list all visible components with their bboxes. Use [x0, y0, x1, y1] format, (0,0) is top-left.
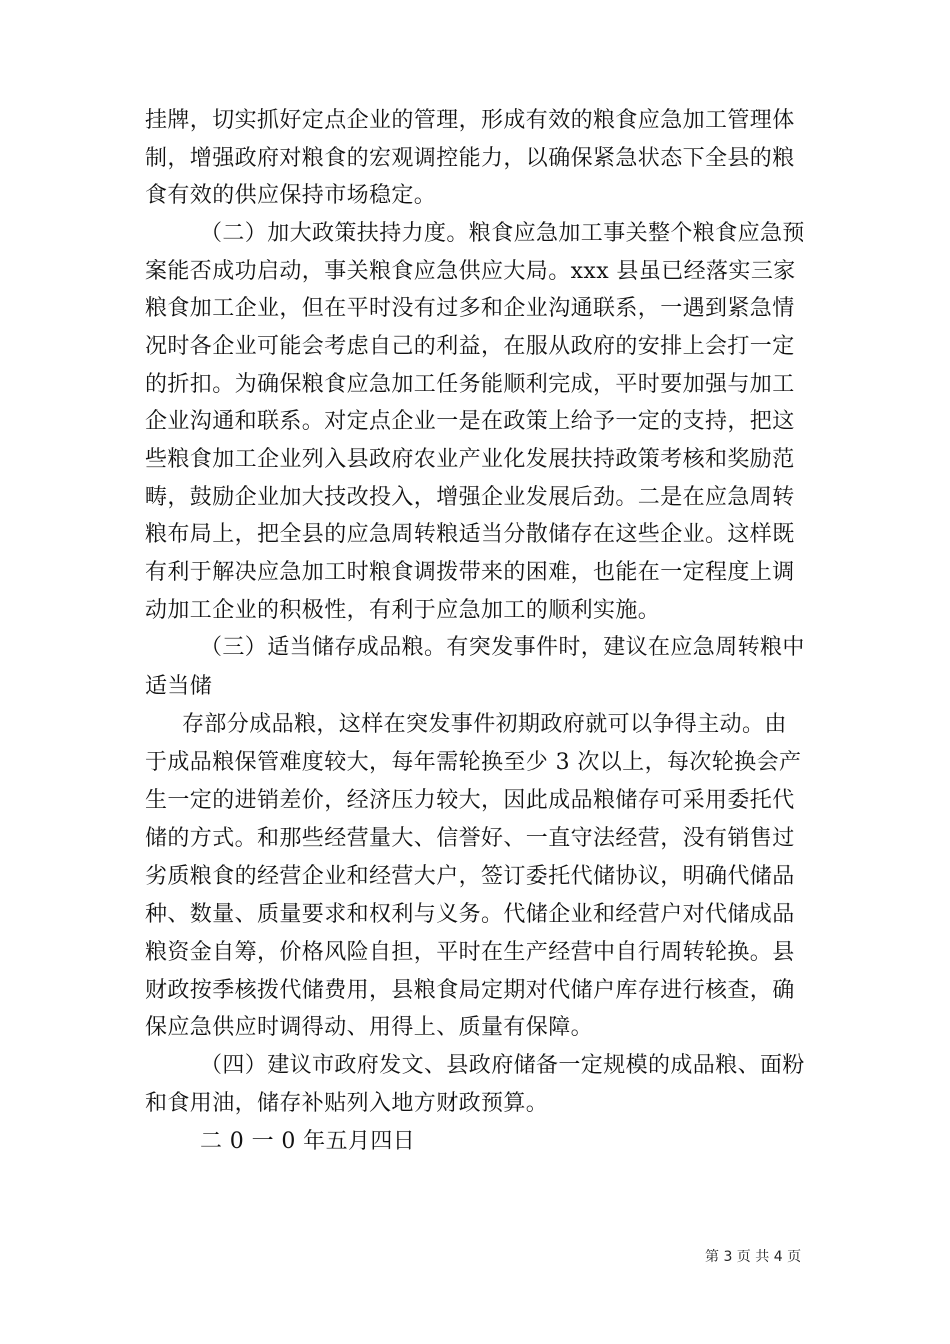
text-line: 动加工企业的积极性，有利于应急加工的顺利实施。 [145, 598, 661, 623]
text-line: 财政按季核拨代储费用，县粮食局定期对代储户库存进行核查，确 [145, 978, 795, 1003]
text-line: 劣质粮食的经营企业和经营大户，签订委托代储协议，明确代储品 [145, 864, 795, 889]
text-line: 粮食加工企业，但在平时没有过多和企业沟通联系，一遇到紧急情 [145, 296, 795, 321]
text-line: （二）加大政策扶持力度。粮食应急加工事关整个粮食应急预 [200, 221, 805, 246]
text-line: 有利于解决应急加工时粮食调拨带来的困难，也能在一定程度上调 [145, 560, 795, 585]
page-number: 第 3 页 共 4 页 [705, 1249, 802, 1265]
text-line: 于成品粮保管难度较大，每年需轮换至少 3 次以上，每次轮换会产 [145, 750, 802, 775]
text-line: 存部分成品粮，这样在突发事件初期政府就可以争得主动。由 [182, 712, 787, 737]
text-line: 食有效的供应保持市场稳定。 [145, 183, 437, 208]
text-line: 制，增强政府对粮食的宏观调控能力，以确保紧急状态下全县的粮 [145, 146, 795, 171]
text-line: 况时各企业可能会考虑自己的利益，在服从政府的安排上会打一定 [145, 334, 795, 359]
text-line: 储的方式。和那些经营量大、信誉好、一直守法经营，没有销售过 [145, 826, 795, 851]
text-line: （四）建议市政府发文、县政府储备一定规模的成品粮、面粉 [200, 1053, 805, 1078]
text-line: （三）适当储存成品粮。有突发事件时，建议在应急周转粮中 [200, 635, 805, 660]
text-line: 适当储 [145, 674, 213, 699]
text-line: 的折扣。为确保粮食应急加工任务能顺利完成，平时要加强与加工 [145, 372, 795, 397]
text-line: 案能否成功启动，事关粮食应急供应大局。xxx 县虽已经落实三家 [145, 259, 796, 284]
text-line: 挂牌，切实抓好定点企业的管理，形成有效的粮食应急加工管理体 [145, 108, 795, 133]
text-line: 二 0 一 0 年五月四日 [200, 1129, 416, 1154]
text-line: 粮布局上，把全县的应急周转粮适当分散储存在这些企业。这样既 [145, 522, 795, 547]
text-line: 种、数量、质量要求和权利与义务。代储企业和经营户对代储成品 [145, 902, 795, 927]
text-line: 些粮食加工企业列入县政府农业产业化发展扶持政策考核和奖励范 [145, 447, 795, 472]
text-line: 粮资金自筹，价格风险自担，平时在生产经营中自行周转轮换。县 [145, 940, 795, 965]
text-line: 生一定的进销差价，经济压力较大，因此成品粮储存可采用委托代 [145, 788, 795, 813]
text-line: 保应急供应时调得动、用得上、质量有保障。 [145, 1015, 594, 1040]
text-line: 和食用油，储存补贴列入地方财政预算。 [145, 1091, 549, 1116]
text-line: 畴，鼓励企业加大技改投入，增强企业发展后劲。二是在应急周转 [145, 485, 795, 510]
text-line: 企业沟通和联系。对定点企业一是在政策上给予一定的支持，把这 [145, 409, 795, 434]
